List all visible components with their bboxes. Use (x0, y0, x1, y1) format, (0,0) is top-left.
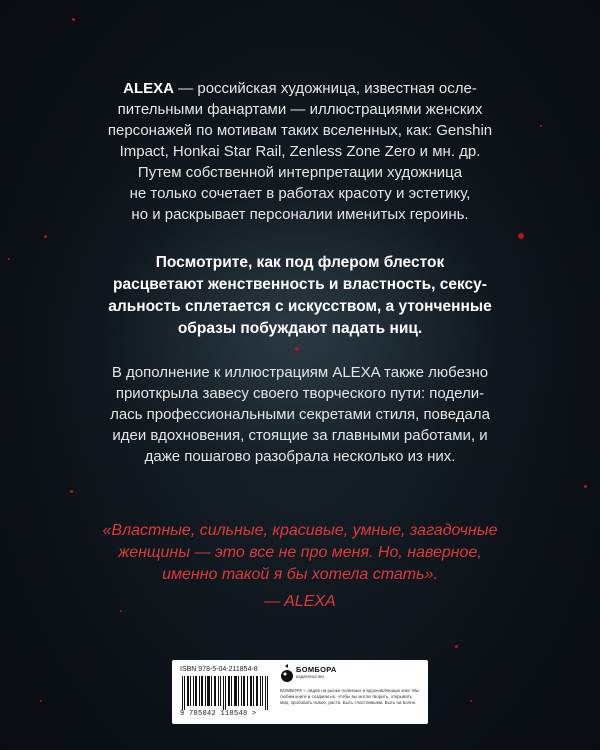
glitter-dot (470, 700, 472, 702)
barcode-block (180, 666, 272, 720)
glitter-dot (518, 233, 524, 239)
glitter-dot (72, 18, 75, 21)
glitter-dot (40, 700, 42, 702)
glitter-dot (295, 347, 299, 351)
bombora-logo-icon (280, 664, 294, 684)
imprint-box (172, 660, 428, 724)
barcode-digits: 9 785042 118548 > (180, 710, 257, 718)
glitter-dot (584, 485, 587, 488)
publisher-name: БОМБОРА (296, 665, 337, 674)
barcode-icon (180, 676, 272, 710)
artist-quote: «Властные, сильные, красивые, умные, загадочные женщины — это все не про меня. Но, наверное, именно такой я бы хотела стать». (102, 522, 498, 583)
intro-text: — российская художница, известная осле- пительными фанартами — иллюстрациями женских персонажей по мотивам таких вселенных, как: Genshin Impact, Honkai Star Rail, Zenless Zone Zero и мн. др. Путем собственной интерпретации художница не только сочетает в работах красоту и эстетику, но и раскрывает персоналии именитых героинь. (107, 80, 493, 223)
glitter-dot (8, 258, 10, 260)
quote-author: — ALEXA (264, 593, 336, 610)
artist-name: ALEXA (123, 80, 175, 97)
isbn-label: ISBN 978-5-04-211854-8 (180, 666, 258, 673)
publisher-subtitle: издательство (296, 674, 324, 679)
addition-paragraph: В дополнение к иллюстрациям ALEXA также любезно приоткрыла завесу своего творческого пути: подели- лась профессиональными секретами стиля, поведала идеи вдохновения, стоящие за главными работами, и даже пошагово разобрала несколько из них. (110, 364, 490, 465)
glitter-dot (455, 645, 458, 648)
publisher-blurb: БОМБОРА – лидер на рынке полезных и вдохновляющих книг. Мы любим книги и создаем их, чтобы вы могли творить, открывать мир, пробовать новое, расти. Быть счастливыми. Быть на волне. (280, 688, 420, 705)
glitter-dot (540, 125, 542, 127)
intro-paragraph (70, 78, 530, 225)
highlight-paragraph: Посмотрите, как под флером блесток расцветают женственность и властность, сексу- альность сплетается с искусством, а утонченные образы побуждают падать ниц. (108, 254, 492, 337)
glitter-dot (70, 490, 73, 493)
glitter-dot (44, 235, 47, 238)
